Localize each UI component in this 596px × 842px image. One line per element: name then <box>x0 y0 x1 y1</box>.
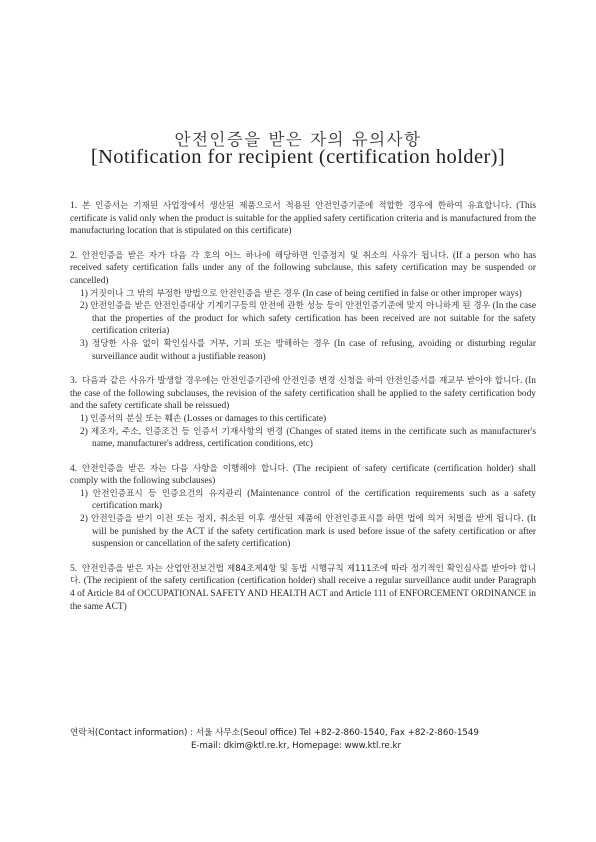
item-text-korean: 안전인증을 받은 자는 산업안전보건법 제84조제4항 및 동법 시행규칙 제111조에 따라 정기적인 확인심사를 받아야 합니다. <box>70 563 536 587</box>
sub-item <box>80 338 536 363</box>
sub-item-number: 3) <box>80 338 88 349</box>
sub-item-text-korean: 제조자, 주소, 인증조건 등 인증서 기재사항의 변경 <box>90 426 284 437</box>
item-number: 5. <box>70 563 78 574</box>
item-text-korean: 본 인증서는 기재된 사업장에서 생산된 제품으로서 적용된 안전인증기준에 적합한 경우에 한하여 유효합니다. <box>82 201 512 211</box>
notice-item <box>70 375 536 451</box>
item-text-korean: 안전인증을 받은 자는 다음 사항을 이행해야 합니다. <box>82 463 289 474</box>
sub-item-number: 1) <box>80 413 88 424</box>
notice-paragraph <box>70 563 536 613</box>
sub-item <box>80 488 536 513</box>
sub-item-text-english: (Maintenance control of the certification requirements such as a safety certification mark) <box>92 488 536 512</box>
sub-item-text-korean: 거짓이나 그 밖의 부정한 방법으로 안전인증을 받은 경우 <box>90 288 301 299</box>
item-text-english: (In the case of the following subclauses, the revision of the safety certification shall be applied to the safety certification body and the safety certificate shall be reissued) <box>70 376 536 412</box>
sub-item-text-korean: 안전인증표시 등 인증요건의 유지관리 <box>92 488 243 499</box>
notice-list <box>70 200 536 613</box>
item-text-english: (The recipient of the safety certification (certification holder) shall receive a regular surveillance audit under Paragraph 4 of Article 84 of OCCUPATIONAL SAFETY AND HEALTH ACT and Article 111 of ENFORCEMENT ORDINANCE in the same ACT) <box>70 576 537 612</box>
notice-paragraph <box>70 375 536 413</box>
sub-item-number: 2) <box>80 426 88 437</box>
sub-item-number: 1) <box>80 488 88 499</box>
sub-item <box>80 513 536 551</box>
sub-item-text-korean: 인증서의 분실 또는 훼손 <box>90 413 182 424</box>
sub-item-text-english: (Changes of stated items in the certificate such as manufacturer's name, manufacturer's address, certification conditions, etc) <box>92 426 537 450</box>
sub-item-number: 1) <box>80 288 88 299</box>
sub-item-text-english: (In case of refusing, avoiding or disturbing regular surveillance audit without a justifiable reason) <box>92 338 537 362</box>
sub-item-text-korean: 안전인증을 받기 이전 또는 정지, 취소된 이후 생산된 제품에 안전인증표시를 하면 법에 의거 처벌을 받게 됩니다. <box>91 514 524 525</box>
sub-item-text-english: (In case of being certified in false or other improper ways) <box>302 288 522 299</box>
title-korean: 안전인증을 받은 자의 유의사항 <box>174 130 422 149</box>
contact-line-phone: 연락처(Contact information) : 서울 사무소(Seoul office) Tel +82-2-860-1540, Fax +82-2-860-1549 <box>70 728 479 738</box>
sub-item-text-english: (Losses or damages to this certificate) <box>183 413 327 424</box>
sub-item-number: 2) <box>80 514 88 525</box>
item-number: 3. <box>70 376 78 387</box>
title-english: [Notification for recipient (certification holder)] <box>90 146 506 168</box>
item-number: 2. <box>70 250 78 261</box>
sub-item <box>80 413 536 426</box>
sub-item <box>80 426 536 451</box>
sub-item-text-english: (It will be punished by the ACT if the safety certification mark is used before issue of the safety certification or after suspension or cancellation of the safety certification) <box>92 514 537 550</box>
notice-paragraph <box>70 200 536 238</box>
contact-line-email: E-mail: dkim@ktl.re.kr, Homepage: www.ktl.re.kr <box>191 740 401 751</box>
notice-item <box>70 563 536 613</box>
sub-item-text-korean: 안전인증을 받은 안전인증대상 기계기구등의 안전에 관한 성능 등이 안전인증기준에 맞지 아니하게 된 경우 <box>90 301 491 312</box>
sub-item-text-english: (In the case that the properties of the product for which safety certification has been received are not suitable for the safety certification criteria) <box>92 301 536 337</box>
item-number: 4. <box>70 463 78 474</box>
item-text-english: (The recipient of safety certificate (certification holder) shall comply with the following subclauses) <box>70 463 537 487</box>
notice-paragraph <box>70 250 536 288</box>
sub-item <box>80 300 536 338</box>
sub-item-number: 2) <box>80 301 88 312</box>
sub-item <box>80 288 536 301</box>
notice-paragraph <box>70 463 536 488</box>
notice-item <box>70 200 536 238</box>
item-text-english: (This certificate is valid only when the product is suitable for the applied safety certification criteria and is manufactured from the manufacturing location that is stipulated on this certificate) <box>70 201 536 237</box>
item-number: 1. <box>70 201 78 211</box>
notice-item <box>70 250 536 363</box>
notice-item <box>70 463 536 551</box>
contact-information <box>70 727 540 752</box>
item-text-korean: 다음과 같은 사유가 발생할 경우에는 안전인증기관에 안전인증 변경 신청을 하여 안전인증서를 재교부 받아야 합니다. <box>82 376 523 387</box>
item-text-korean: 안전인증을 받은 자가 다음 각 호의 어느 하나에 해당하면 인증정지 및 취소의 사유가 됩니다. <box>82 250 449 261</box>
sub-item-text-korean: 정당한 사유 없이 확인심사를 거부, 기피 또는 방해하는 경우 <box>91 338 330 349</box>
item-text-english: (If a person who has received safety certification falls under any of the following subclause, this safety certification may be suspended or cancelled) <box>70 250 536 286</box>
